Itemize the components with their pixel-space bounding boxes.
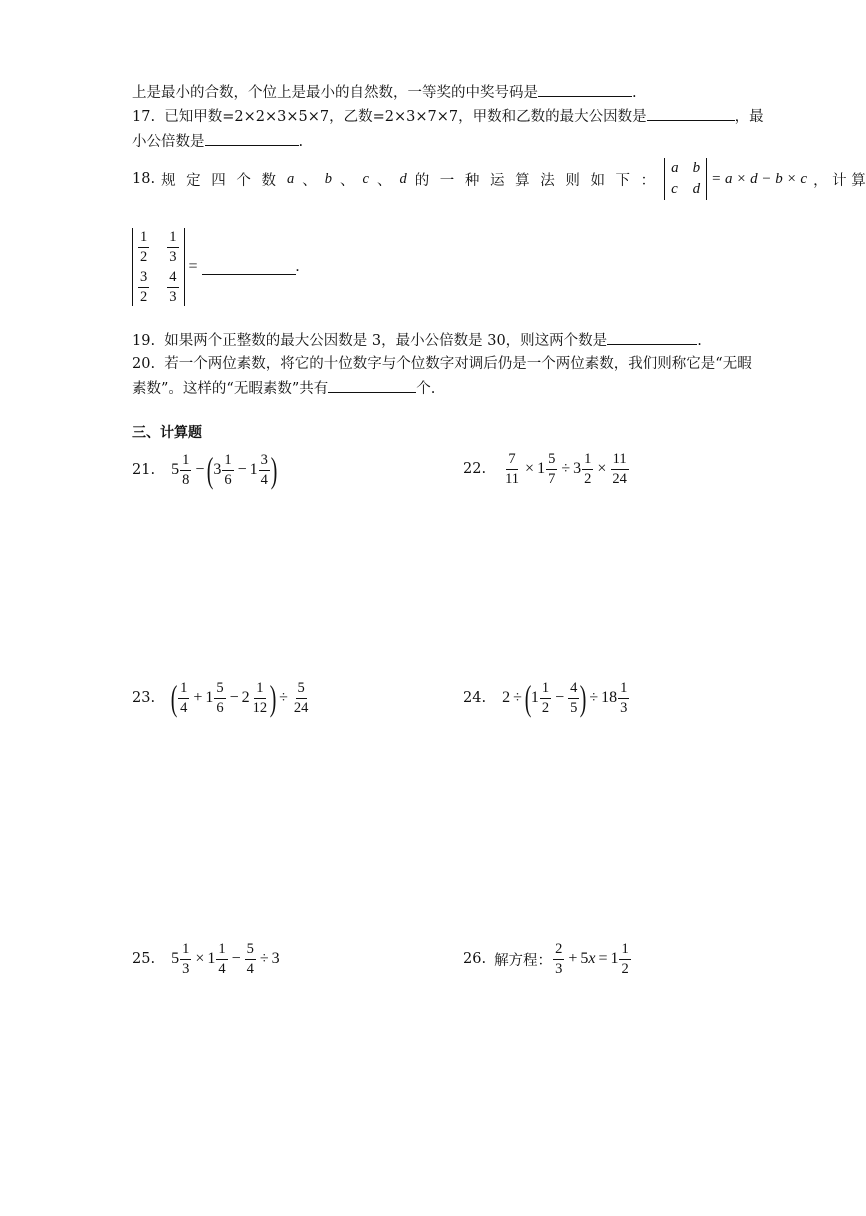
- q20-line2: [132, 378, 435, 399]
- det-d: d: [692, 181, 701, 197]
- q20-text-2: 素数”。这样的“无暇素数”共有: [132, 381, 329, 397]
- q18-var-a: a: [287, 170, 295, 187]
- q17-line2-end: .: [298, 134, 304, 150]
- q18-var-d: d: [399, 170, 407, 187]
- problem-22: 22. $\frac{7}{11}$ × 1 $\frac{5}{7}$ ÷ 3 $\frac{1}{2}$ × $\frac{11}{24}$: [463, 451, 627, 487]
- frac-r1c2: $\frac{1}{3}$: [169, 229, 177, 265]
- problem-25-number: 25.: [132, 951, 156, 967]
- problem-25: 25. 5 $\frac{1}{3}$ × 1 $\frac{1}{4}$ − $\frac{5}{4}$ ÷ 3: [132, 941, 280, 977]
- q17-number: 17.: [132, 109, 156, 125]
- answer-blank-q18[interactable]: [202, 260, 296, 275]
- q18-number: 18.: [132, 171, 156, 187]
- q17-text-2: 小公倍数是: [132, 134, 205, 150]
- problem-24-number: 24.: [463, 690, 487, 706]
- q17-text-1: 已知甲数=2×2×3×5×7，乙数=2×3×7×7，甲数和乙数的最大公因数是: [164, 109, 647, 125]
- q18-text-a: 规 定 四 个 数: [161, 172, 279, 189]
- q18-var-c: c: [362, 170, 369, 187]
- answer-blank-q16[interactable]: [538, 82, 632, 97]
- q19-text: 如果两个正整数的最大公因数是 3，最小公倍数是 30，则这两个数是: [164, 333, 608, 349]
- q19-end: .: [697, 333, 702, 349]
- problem-21-number: 21.: [132, 462, 156, 478]
- q19-number: 19.: [132, 333, 156, 349]
- q18-text-b: 的 一 种 运 算 法 则 如 下 ：: [414, 172, 659, 189]
- problem-23-number: 23.: [132, 690, 156, 706]
- q20-line1: [132, 354, 752, 374]
- q16-tail-line: [132, 82, 637, 103]
- det-a: a: [671, 160, 679, 176]
- q17-line2: [132, 131, 303, 152]
- answer-blank-q17-lcm[interactable]: [205, 131, 299, 146]
- q18-end: .: [295, 258, 300, 275]
- q18-text-c: ， 计 算: [813, 172, 866, 189]
- q18-determinant: [664, 158, 707, 200]
- answer-blank-q19[interactable]: [607, 330, 697, 345]
- q18-line: [132, 158, 866, 200]
- q18-sep-2: 、: [340, 172, 355, 189]
- problem-23: 23. ( $\frac{1}{4}$ + 1 $\frac{5}{6}$ − 2 $\frac{1}{12}$ ) ÷ $\frac{5}{24}$: [132, 678, 309, 718]
- frac-r2c1: $\frac{3}{2}$: [140, 269, 148, 305]
- section-title: 三、计算题: [132, 425, 202, 441]
- q17-line1-end: ，最: [734, 109, 764, 125]
- problem-21: 21. 5 $\frac{1}{8}$ − ( 3 $\frac{1}{6}$ − 1 $\frac{3}{4}$ ): [132, 450, 278, 490]
- det-c: c: [671, 181, 678, 197]
- q17-line1: [132, 106, 764, 127]
- problem-24: 24. 2 ÷ ( 1 $\frac{1}{2}$ − $\frac{4}{5}$ ) ÷ 18 $\frac{1}{3}$: [463, 678, 628, 718]
- q19-line: [132, 330, 702, 351]
- q20-text-1: 若一个两位素数，将它的十位数字与个位数字对调后仍是一个两位素数，我们则称它是“无暇: [164, 356, 752, 372]
- q18-var-b: b: [324, 170, 332, 187]
- q16-text: 上是最小的合数，个位上是最小的自然数，一等奖的中奖号码是: [132, 85, 538, 101]
- q18-rule: = a × d − b × c: [711, 170, 808, 187]
- problem-22-number: 22.: [463, 461, 487, 477]
- q16-end: .: [632, 85, 637, 101]
- frac-r1c1: $\frac{1}{2}$: [140, 229, 148, 265]
- answer-blank-q17-gcd[interactable]: [647, 106, 735, 121]
- q18-calc: [132, 228, 300, 306]
- problem-26-label: 解方程：: [494, 952, 553, 969]
- answer-blank-q20[interactable]: [328, 378, 416, 393]
- q20-number: 20.: [132, 356, 156, 372]
- det-b: b: [692, 160, 701, 176]
- problem-26: 26. 解方程： $\frac{2}{3}$ + 5 x = 1 $\frac{1}{2}$: [463, 941, 629, 977]
- q18-sep-3: 、: [376, 172, 392, 189]
- q18-sep-1: 、: [302, 172, 317, 189]
- problem-26-number: 26.: [463, 951, 487, 967]
- q18-equals: =: [188, 258, 198, 275]
- q20-line2-end: 个.: [416, 381, 436, 397]
- q18-calc-determinant: [132, 228, 185, 306]
- frac-r2c2: $\frac{4}{3}$: [169, 269, 177, 305]
